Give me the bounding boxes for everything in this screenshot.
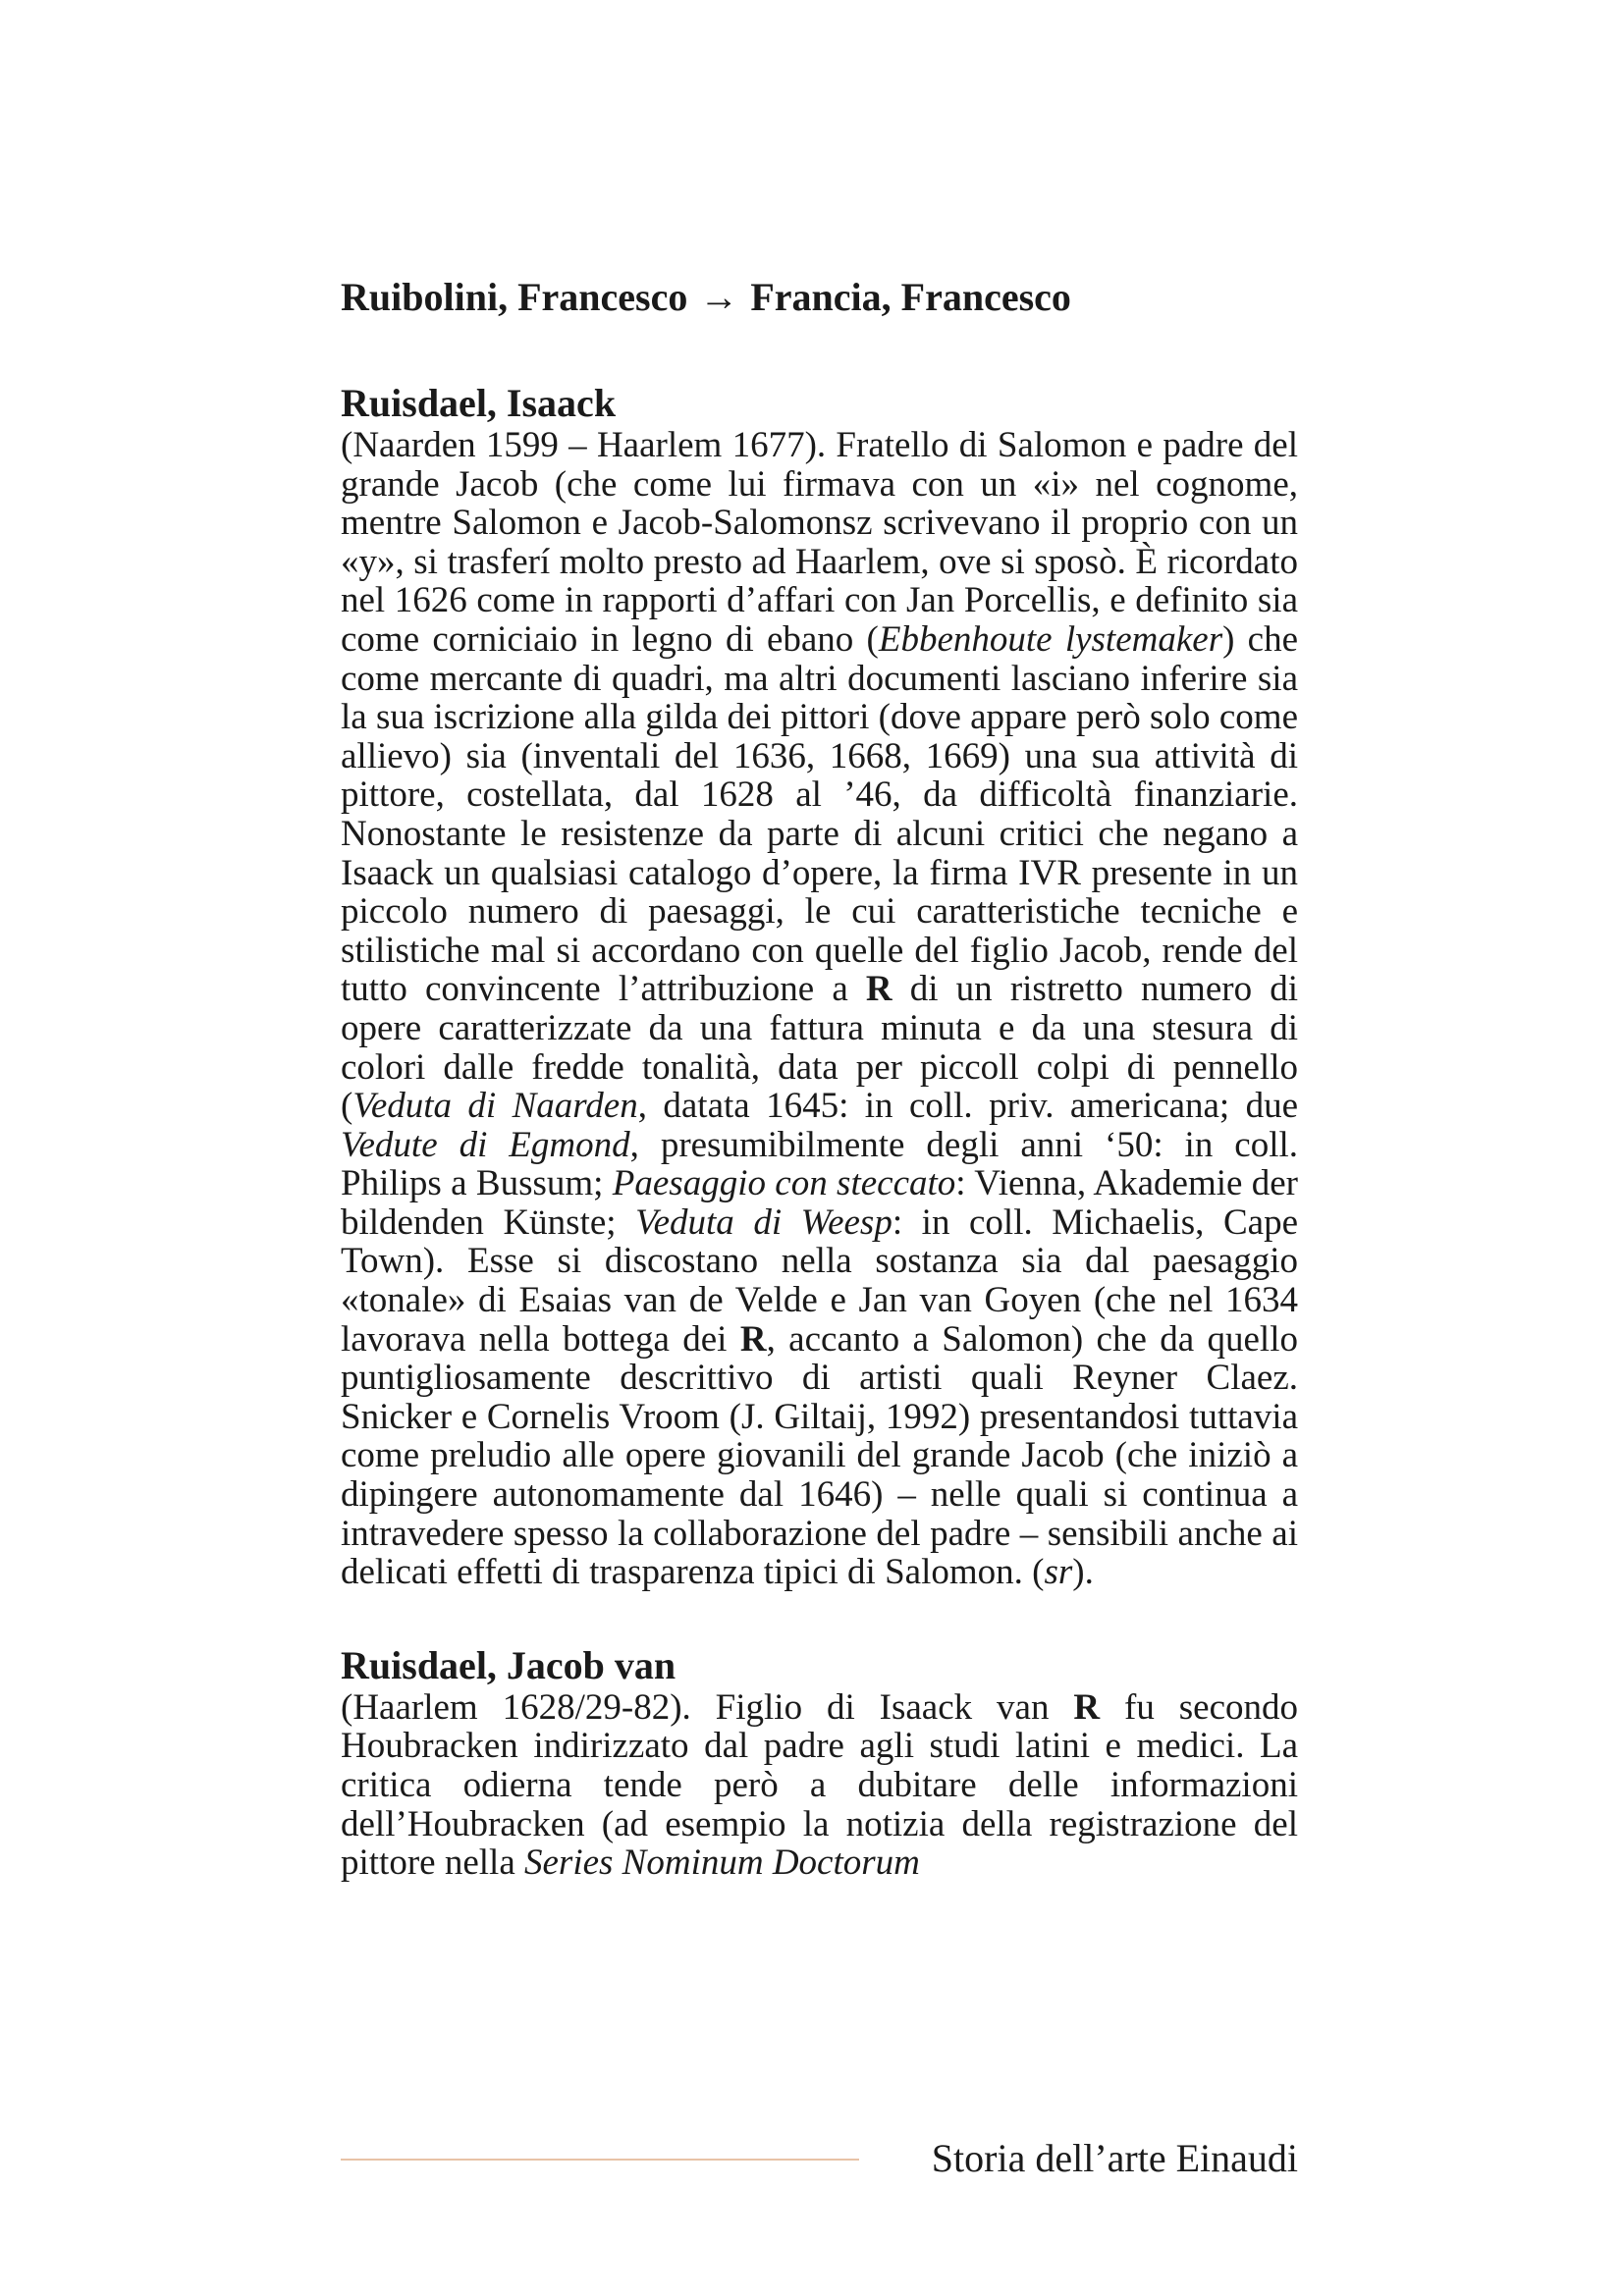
cross-reference-heading	[341, 275, 1298, 320]
italic-text: sr	[1044, 1552, 1073, 1593]
body-text: ) che come mercante di quadri, ma altri documenti lasciano inferire sia la sua iscrizione alla gilda dei pittori (dove appare però solo come allievo) sia (inventali del 1636, 1668, 1669) una sua attività di pittore, costellata, dal 1628 al ’46, da difficoltà finanziarie. Nonostante le resistenze da parte di alcuni critici che negano a Isaack un qualsiasi catalogo d’opere, la firma IVR presente in un piccolo numero di paesaggi, le cui caratteristiche tecniche e stilistiche mal si accordano con quelle del figlio Jacob, rende del tutto convincente l’attribuzione a	[341, 618, 1299, 1010]
body-text: fu secondo Houbracken indirizzato dal padre agli studi latini e medici. La critica odierna tende però a dubitare delle informazioni dell’Houbracken (ad esempio la notizia della registrazione del pittore nella	[341, 1686, 1298, 1884]
bold-text: R	[1073, 1686, 1101, 1728]
entry-heading-jacob: Ruisdael, Jacob van	[341, 1642, 676, 1687]
footer-rule	[341, 2159, 859, 2161]
italic-text: Vedute di Egmond	[341, 1124, 630, 1165]
body-text: (Naarden 1599 – Haarlem 1677). Fratello di Salomon e padre del grande Jacob (che come lui firmava con un «i» nel cognome, mentre Salomon e Jacob-Salomonsz scrivevano il proprio con un «y», si trasferí molto presto ad Haarlem, ove si sposò. È ricordato nel 1626 come in rapporti d’affari con Jan Porcellis, e definito sia come corniciaio in legno di ebano (	[341, 425, 1298, 660]
italic-text: Paesaggio con steccato	[612, 1163, 956, 1204]
italic-text: Ebbenhoute lystemaker	[878, 618, 1223, 660]
italic-text: Veduta di Naarden	[352, 1086, 638, 1127]
page-content	[341, 275, 1298, 1883]
entry-heading-isaack: Ruisdael, Isaack	[341, 381, 617, 425]
italic-text: Veduta di Weesp	[635, 1201, 893, 1243]
cross-reference-target[interactable]: Francia, Francesco	[750, 275, 1071, 319]
bold-text: R	[865, 969, 893, 1010]
body-text: , accanto a Salomon) che da quello puntigliosamente descrittivo di artisti quali Reyner Claez. Snicker e Cornelis Vroom (J. Giltaij, 1992) presentandosi tuttavia come preludio alle opere giovanili del grande Jacob (che iniziò a dipingere autonomamente dal 1646) – nelle quali si continua a intravedere spesso la collaborazione del padre – sensibili anche ai delicati effetti di trasparenza tipici di Salomon. (	[341, 1318, 1298, 1593]
entry-body-jacob	[341, 1688, 1298, 1883]
body-text: : Vienna, Akademie der bildenden Künste;	[341, 1163, 1298, 1243]
body-text: (Haarlem 1628/29-82). Figlio di Isaack van	[341, 1686, 1074, 1728]
body-text: , datata 1645: in coll. priv. americana; due	[637, 1086, 1299, 1127]
body-text: : in coll. Michaelis, Cape Town). Esse si discostano nella sostanza sia dal paesaggio «tonale» di Esaias van de Velde e Jan van Goyen (che nel 1634 lavorava nella bottega dei	[341, 1201, 1298, 1360]
entry-body-isaack	[341, 426, 1298, 1592]
italic-text: Series Nominum Doctorum	[524, 1842, 920, 1884]
page-footer	[341, 2135, 1298, 2182]
body-text: , presumibilmente degli anni ‘50: in coll. Philips a Bussum;	[341, 1124, 1298, 1204]
body-text: ).	[1072, 1552, 1094, 1593]
cross-reference-name: Ruibolini, Francesco	[341, 275, 688, 319]
arrow-right-icon: →	[699, 275, 739, 319]
bold-text: R	[739, 1318, 767, 1360]
body-text: di un ristretto numero di opere caratterizzate da una fattura minuta e da una stesura di colori dalle fredde tonalità, data per piccoll colpi di pennello (	[341, 969, 1298, 1127]
footer-publication-title: Storia dell’arte Einaudi	[931, 2136, 1298, 2180]
